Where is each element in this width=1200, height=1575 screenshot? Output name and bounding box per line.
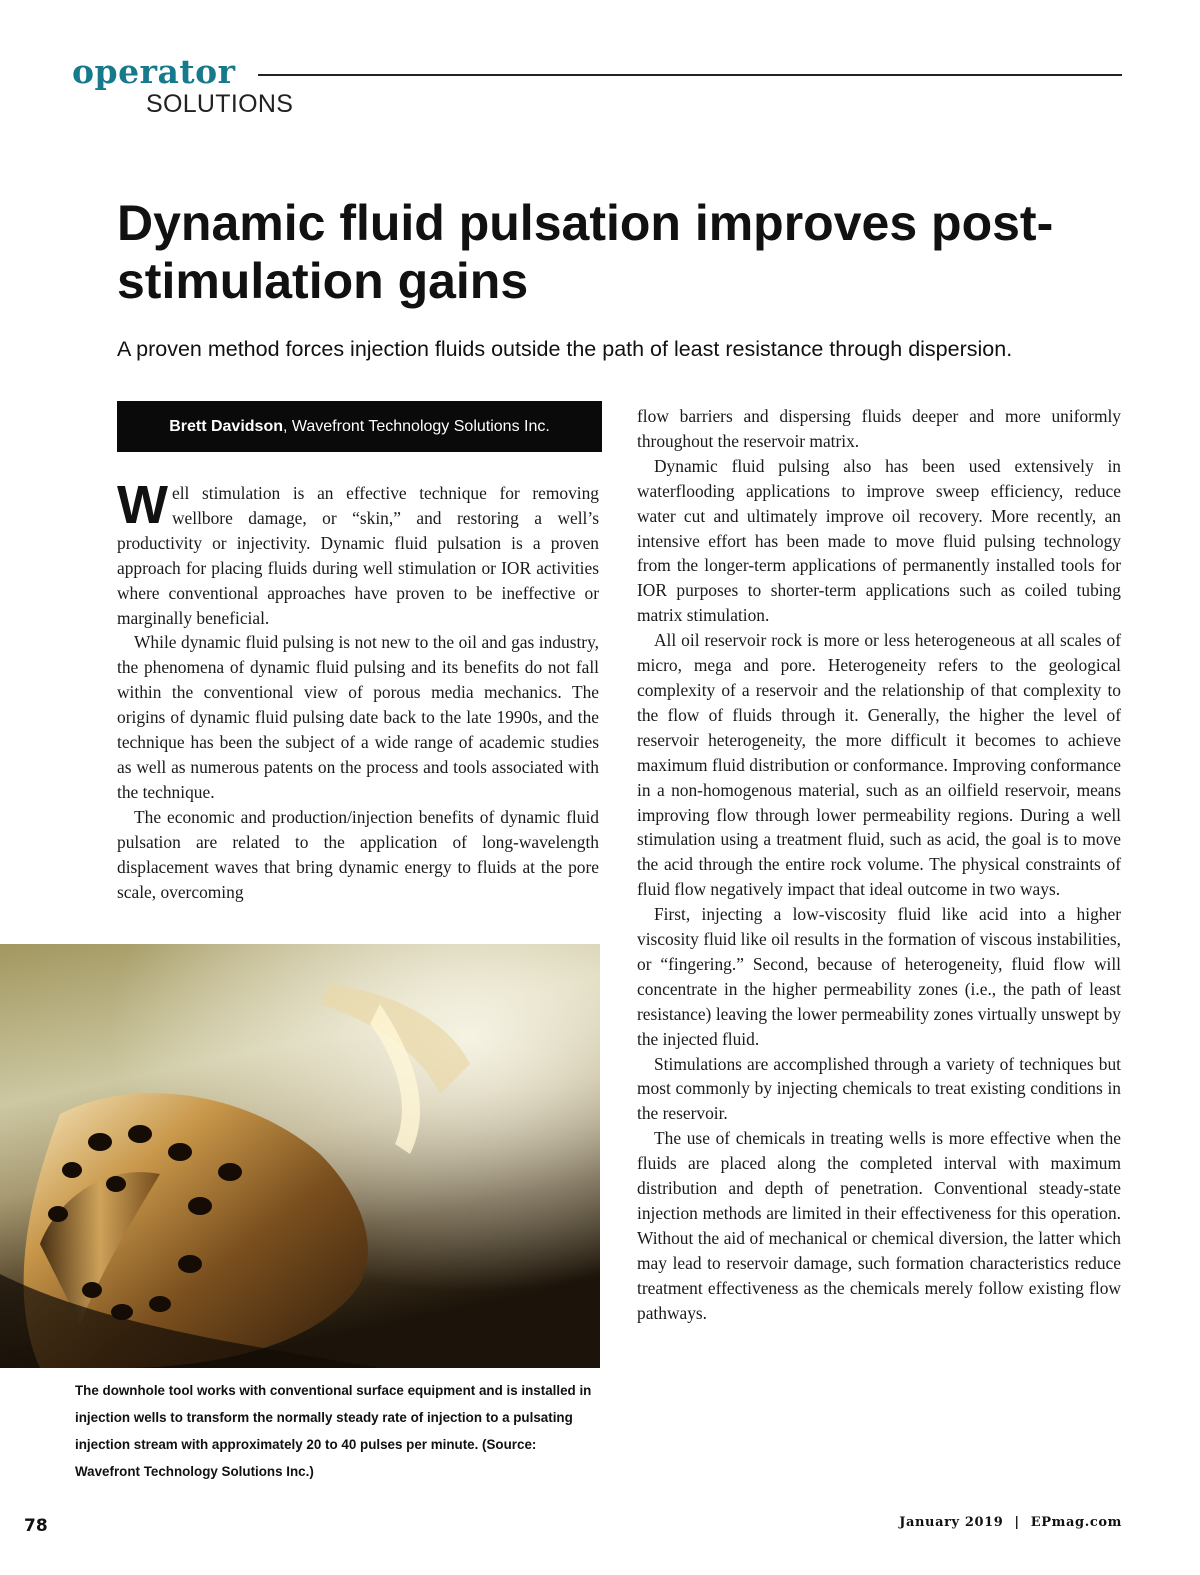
byline-box: [117, 401, 602, 452]
photo-caption: The downhole tool works with conventional surface equipment and is installed in injection wells to transform the normally steady rate of injection to a pulsating injection stream with approximately 20 to 40 pulses per minute. (Source: Wavefront Technology Solutions Inc.): [75, 1383, 592, 1479]
article-deck: A proven method forces injection fluids outside the path of least resistance through dispersion.: [117, 337, 1013, 361]
footer-issue: [889, 1515, 1122, 1530]
article-paragraph: The use of chemicals in treating wells is more effective when the fluids are placed along the completed interval with maximum distribution and depth of penetration. Conventional steady-state injection methods are limited in their effectiveness for this operation. Without the aid of mechanical or chemical diversion, the latter which may lead to reservoir damage, such formation characteristics reduce treatment effectiveness as the chemicals merely follow existing flow pathways.: [637, 1128, 1121, 1323]
article-paragraph: Dynamic fluid pulsing also has been used extensively in waterflooding applications to improve sweep efficiency, reduce water cut and ultimately improve oil recovery. More recently, an intensive effort has been made to move fluid pulsing technology from the longer-term applications of permanently installed tools for IOR purposes to shorter-term applications such as coiled tubing matrix stimulation.: [637, 455, 1121, 626]
byline-author: Brett Davidson: [169, 417, 283, 435]
footer-date: January 2019: [899, 1515, 1004, 1530]
article-paragraph: Stimulations are accomplished through a variety of techniques but most commonly by injecting chemicals to treat existing conditions in the reservoir.: [637, 1053, 1121, 1124]
article-column-right: [637, 404, 1121, 1326]
article-headline: Dynamic fluid pulsation improves post-stimulation gains: [117, 195, 1054, 309]
byline-affiliation: , Wavefront Technology Solutions Inc.: [282, 417, 550, 435]
article-paragraph: [117, 475, 599, 630]
section-subtitle: SOLUTIONS: [146, 90, 294, 118]
header-rule: [258, 74, 1122, 76]
section-title: operator: [72, 52, 236, 91]
page-number: 78: [24, 1516, 48, 1536]
article-paragraph: The economic and production/injection benefits of dynamic fluid pulsation are related to the application of long-wavelength displacement waves that bring dynamic energy to fluids at the pore scale, overcoming: [117, 806, 599, 902]
downhole-tool-photo: [0, 944, 600, 1368]
paragraph-text: ell stimulation is an effective technique for removing wellbore damage, or “skin,” and restoring a well’s productivity or injectivity. Dynamic fluid pulsation is a proven approach for placing fluids during well stimulation or IOR activities where conventional approaches have proven to be ineffective or marginally beneficial.: [117, 483, 599, 628]
section-header: [72, 50, 1122, 130]
footer-site[interactable]: EPmag.com: [1030, 1515, 1122, 1530]
article-paragraph: First, injecting a low-viscosity fluid like acid into a higher viscosity fluid like oil results in the formation of viscous instabilities, or “fingering.” Second, because of heterogeneity, fluid flow will concentrate in the higher permeability zones (i.e., the path of least resistance) leaving the lower permeability zones virtually unswept by the injected fluid.: [637, 904, 1121, 1049]
article-paragraph: All oil reservoir rock is more or less heterogeneous at all scales of micro, mega and pore. Heterogeneity refers to the geological complexity of a reservoir and the relationship of that complexity to the flow of fluids through it. Generally, the higher the level of reservoir heterogeneity, the more difficult it becomes to achieve maximum fluid distribution or conformance. Improving conformance in a non-homogenous material, such as an oilfield reservoir, means improving flow through lower permeability regions. During a well stimulation using a treatment fluid, such as acid, the goal is to move the acid through the entire rock volume. The physical constraints of fluid flow negatively impact that ideal outcome in two ways.: [637, 630, 1121, 900]
drop-cap: W: [117, 475, 168, 535]
downhole-tool-image: [0, 944, 600, 1368]
article-paragraph: While dynamic fluid pulsing is not new to the oil and gas industry, the phenomena of dynamic fluid pulsing and its benefits do not fall within the conventional view of porous media mechanics. The origins of dynamic fluid pulsing date back to the late 1990s, and the technique has been the subject of a wide range of academic studies as well as numerous patents on the process and tools associated with the technique.: [117, 632, 599, 802]
footer-separator: |: [1014, 1515, 1020, 1530]
article-paragraph: flow barriers and dispersing fluids deeper and more uniformly throughout the reservoir matrix.: [637, 406, 1121, 451]
article-column-left: [117, 475, 599, 904]
